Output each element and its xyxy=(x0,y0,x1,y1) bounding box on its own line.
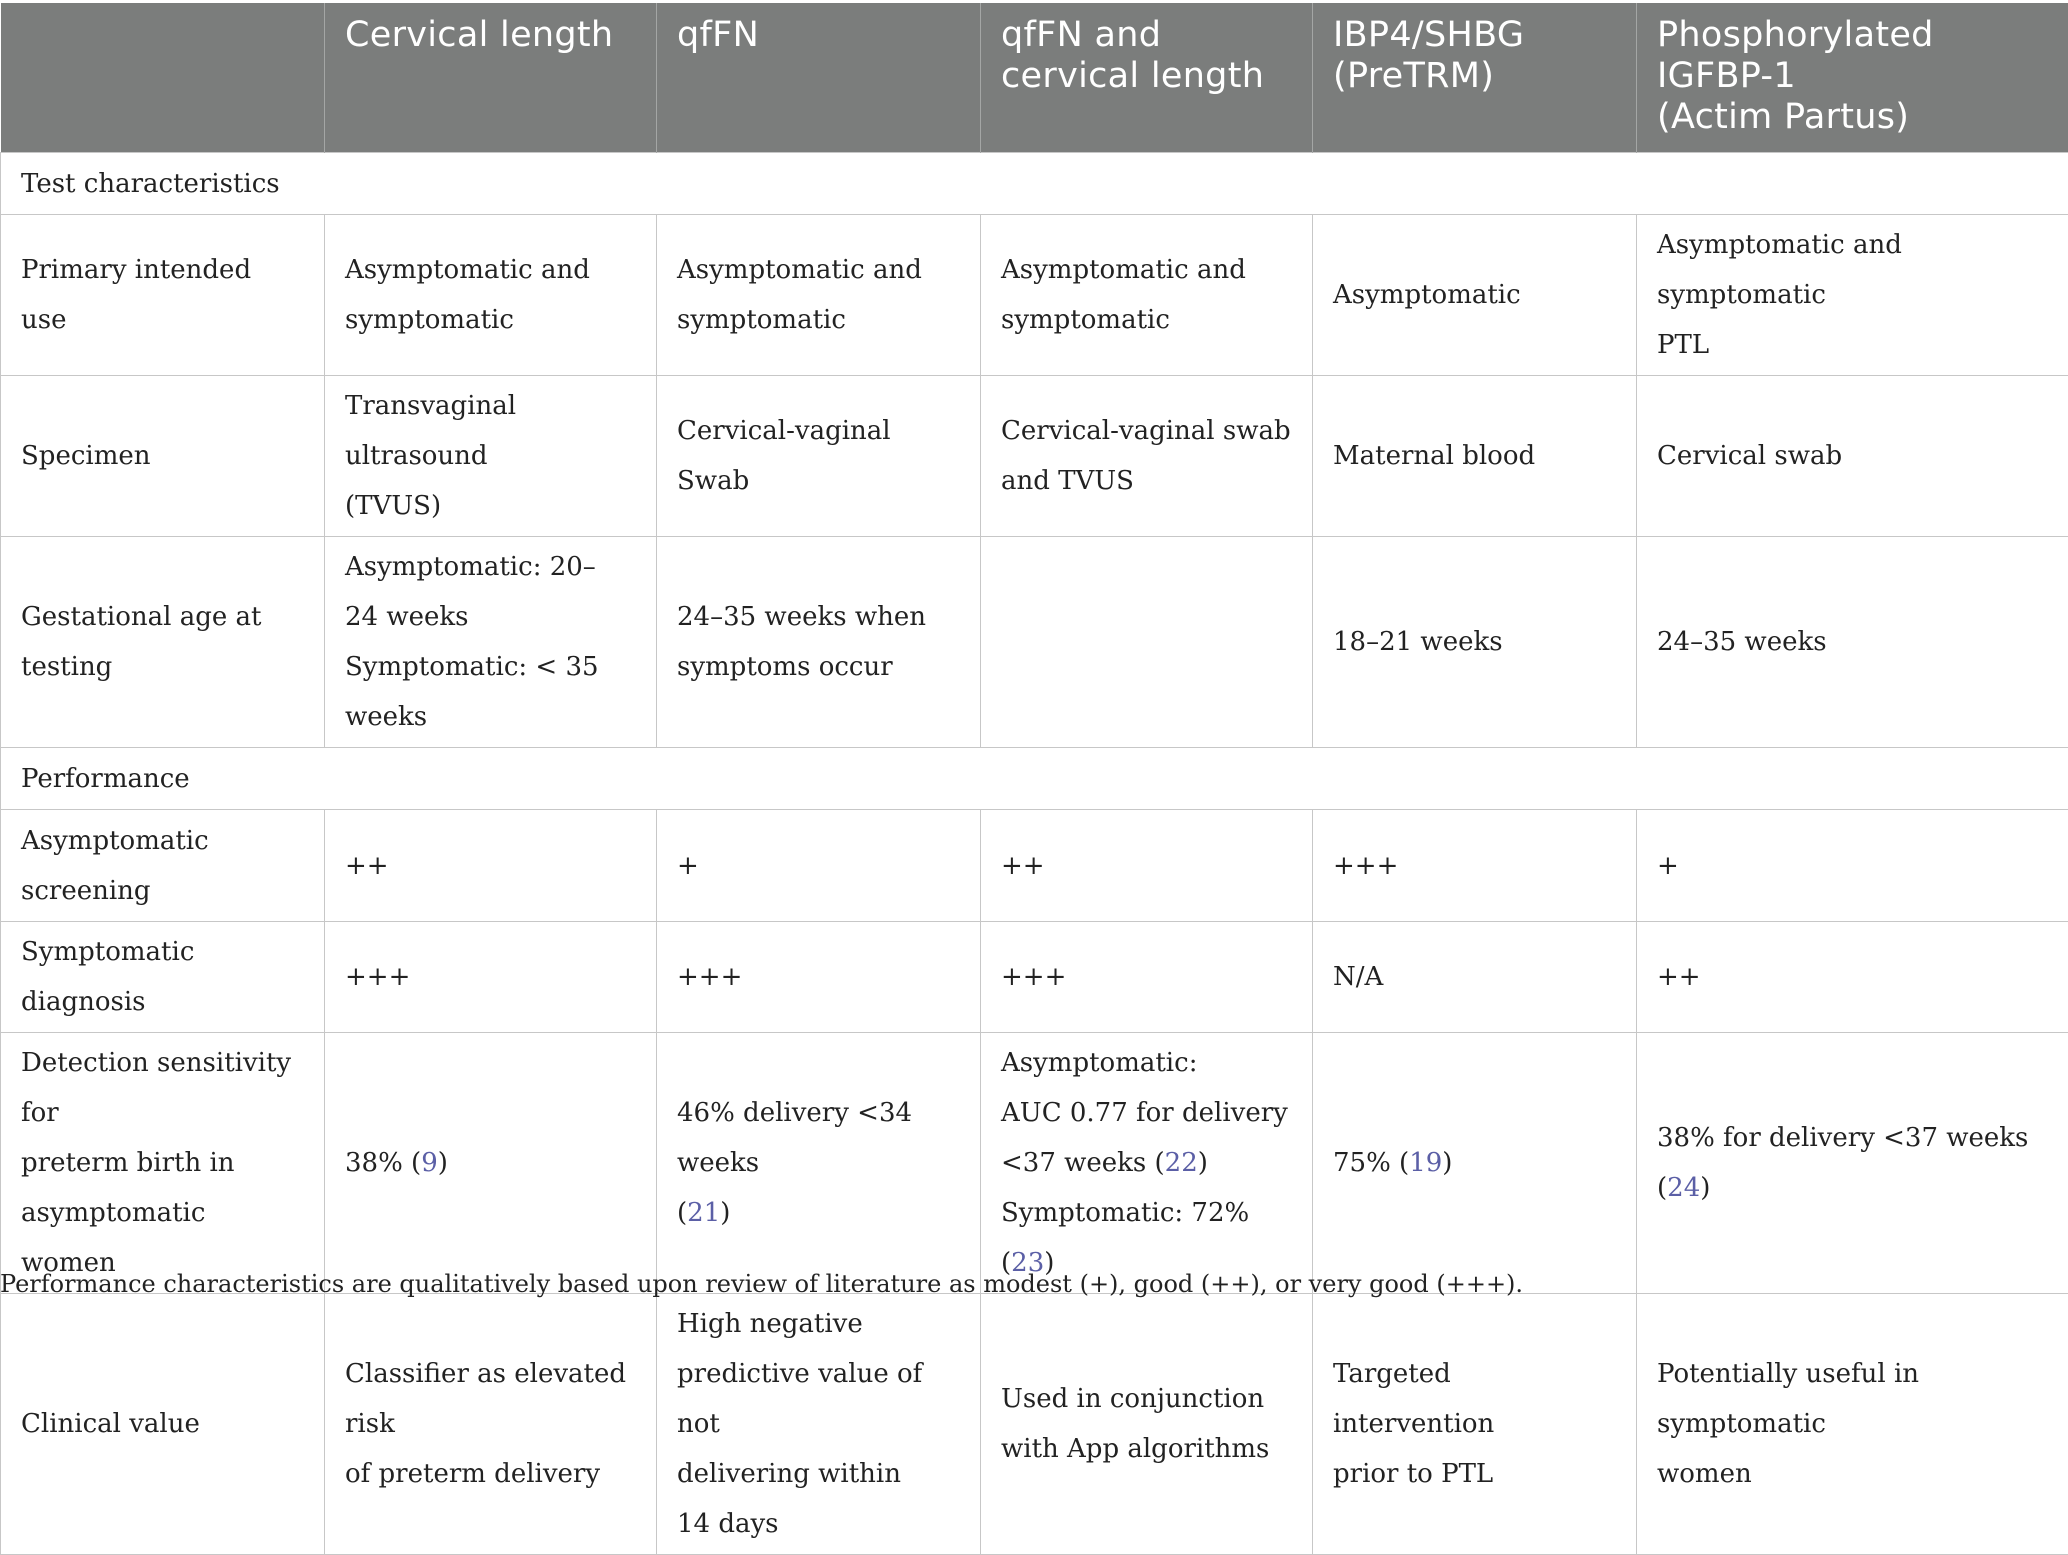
header-line: qfFN and xyxy=(1001,15,1292,56)
reference-link-19[interactable]: 19 xyxy=(1409,1148,1442,1178)
table-cell xyxy=(1313,376,1637,537)
table-cell xyxy=(325,215,657,376)
table-cell xyxy=(981,1033,1313,1294)
rating-cell: ++ xyxy=(1637,922,2068,1033)
rating-cell: +++ xyxy=(657,922,981,1033)
header-line: qfFN xyxy=(677,15,960,56)
table-cell xyxy=(325,1294,657,1555)
header-qffn xyxy=(657,3,981,153)
table-cell xyxy=(1637,215,2068,376)
header-qffn-and-cervical-length xyxy=(981,3,1313,153)
table-cell xyxy=(981,215,1313,376)
table-row-gestational-age xyxy=(1,537,2068,748)
cell-line: AUC 0.77 for delivery xyxy=(1001,1088,1292,1138)
reference-link-22[interactable]: 22 xyxy=(1165,1148,1198,1178)
table-cell xyxy=(1313,537,1637,748)
table-cell xyxy=(981,376,1313,537)
reference-link-23[interactable]: 23 xyxy=(1011,1248,1044,1278)
cell-text: ) xyxy=(1044,1248,1054,1278)
header-cervical-length xyxy=(325,3,657,153)
cell-line: High negative xyxy=(677,1299,960,1349)
section-label: Performance xyxy=(1,748,2068,810)
cell-line: symptoms occur xyxy=(677,642,960,692)
rating-cell: ++ xyxy=(325,810,657,922)
table-row-detection-sensitivity xyxy=(1,1033,2068,1294)
cell-text: ) xyxy=(1198,1148,1208,1178)
table-cell-empty xyxy=(981,537,1313,748)
rating-cell: + xyxy=(657,810,981,922)
cell-text: ) xyxy=(720,1198,730,1228)
cell-line: Cervical swab xyxy=(1657,431,2048,481)
cell-line: Asymptomatic: 20– xyxy=(345,542,636,592)
table-cell xyxy=(1637,537,2068,748)
cell-text: ) xyxy=(1700,1173,1710,1203)
row-label: Primary intended use xyxy=(1,215,325,376)
cell-line: symptomatic xyxy=(345,295,636,345)
header-line: cervical length xyxy=(1001,56,1292,97)
section-row-performance xyxy=(1,748,2068,810)
cell-line: 14 days xyxy=(677,1499,960,1549)
cell-line: 24–35 weeks when xyxy=(677,592,960,642)
table-cell xyxy=(657,376,981,537)
cell-line: 18–21 weeks xyxy=(1333,617,1616,667)
cell-line: and TVUS xyxy=(1001,456,1292,506)
header-line: IBP4/SHBG xyxy=(1333,15,1616,56)
cell-line: Maternal blood xyxy=(1333,431,1616,481)
cell-line: symptomatic xyxy=(1001,295,1292,345)
reference-link-9[interactable]: 9 xyxy=(421,1148,438,1178)
table-cell xyxy=(657,1294,981,1555)
cell-line: Cervical-vaginal swab xyxy=(1001,406,1292,456)
rating-cell: N/A xyxy=(1313,922,1637,1033)
table-header xyxy=(1,3,2068,153)
cell-text: <37 weeks ( xyxy=(1001,1148,1165,1178)
table-row-symptomatic-diagnosis xyxy=(1,922,2068,1033)
row-label: Clinical value xyxy=(1,1294,325,1555)
table-cell xyxy=(981,1294,1313,1555)
table-cell xyxy=(657,537,981,748)
cell-text: Symptomatic: 72% ( xyxy=(1001,1198,1249,1278)
cell-line: PTL xyxy=(1657,320,2048,370)
header-line: (PreTRM) xyxy=(1333,56,1616,97)
rating-cell: +++ xyxy=(325,922,657,1033)
cell-line: Detection sensitivity for xyxy=(21,1038,304,1138)
cell-line: Asymptomatic and xyxy=(1001,245,1292,295)
cell-line: testing xyxy=(21,642,304,692)
cell-line: Asymptomatic and xyxy=(345,245,636,295)
table-footnote: Performance characteristics are qualitatively based upon review of literature as modest (+), good (++), or very good (+++). xyxy=(0,1270,1523,1298)
header-line: Phosphorylated xyxy=(1657,15,2049,56)
table-body xyxy=(1,153,2068,1555)
table-cell xyxy=(657,215,981,376)
cell-line: asymptomatic women xyxy=(21,1188,304,1288)
cell-line: 24–35 weeks xyxy=(1657,617,2048,667)
comparison-table-container xyxy=(0,3,2068,1555)
cell-line: women xyxy=(1657,1449,2048,1499)
header-line: Cervical length xyxy=(345,15,636,56)
table-row-specimen xyxy=(1,376,2068,537)
cell-line: Transvaginal ultrasound xyxy=(345,381,636,481)
row-label: Specimen xyxy=(1,376,325,537)
cell-line: Asymptomatic and symptomatic xyxy=(1657,220,2048,320)
table-row-asymptomatic-screening xyxy=(1,810,2068,922)
cell-line: preterm birth in xyxy=(21,1138,304,1188)
cell-line: Cervical-vaginal Swab xyxy=(677,406,960,506)
cell-line: Gestational age at xyxy=(21,592,304,642)
table-cell xyxy=(1637,1033,2068,1294)
cell-line: 24 weeks xyxy=(345,592,636,642)
table-row-primary-intended-use xyxy=(1,215,2068,376)
cell-line: delivering within xyxy=(677,1449,960,1499)
cell-line: Targeted intervention xyxy=(1333,1349,1616,1449)
rating-cell: +++ xyxy=(1313,810,1637,922)
cell-line: symptomatic xyxy=(677,295,960,345)
row-label: Symptomatic diagnosis xyxy=(1,922,325,1033)
preterm-test-comparison-table xyxy=(0,3,2068,1555)
header-line: (Actim Partus) xyxy=(1657,97,2049,138)
header-blank-cell xyxy=(1,3,325,153)
row-label xyxy=(1,810,325,922)
table-cell xyxy=(1637,1294,2068,1555)
table-cell xyxy=(325,537,657,748)
table-cell xyxy=(1313,1033,1637,1294)
cell-line: Potentially useful in symptomatic xyxy=(1657,1349,2048,1449)
header-row xyxy=(1,3,2068,153)
reference-link-24[interactable]: 24 xyxy=(1667,1173,1700,1203)
cell-line: prior to PTL xyxy=(1333,1449,1616,1499)
cell-line: Asymptomatic: xyxy=(1001,1038,1292,1088)
cell-text: ) xyxy=(1442,1148,1452,1178)
rating-cell: + xyxy=(1637,810,2068,922)
rating-cell: +++ xyxy=(981,922,1313,1033)
cell-text: ) xyxy=(438,1148,448,1178)
cell-text: 38% ( xyxy=(345,1148,421,1178)
section-label: Test characteristics xyxy=(1,153,2068,215)
cell-line: Used in conjunction xyxy=(1001,1374,1292,1424)
rating-cell: ++ xyxy=(981,810,1313,922)
cell-line: Asymptomatic xyxy=(21,816,304,866)
cell-line: of preterm delivery xyxy=(345,1449,636,1499)
cell-text: 38% for delivery <37 weeks ( xyxy=(1657,1123,2028,1203)
table-cell xyxy=(325,376,657,537)
cell-text: ( xyxy=(677,1198,687,1228)
cell-line: 46% delivery <34 weeks xyxy=(677,1088,960,1188)
cell-line: Classifier as elevated risk xyxy=(345,1349,636,1449)
cell-line: screening xyxy=(21,866,304,916)
table-cell xyxy=(1313,1294,1637,1555)
cell-line: Symptomatic: < 35 weeks xyxy=(345,642,636,742)
cell-line xyxy=(1001,1138,1292,1188)
cell-line: with App algorithms xyxy=(1001,1424,1292,1474)
table-cell xyxy=(325,1033,657,1294)
header-line: IGFBP-1 xyxy=(1657,56,2049,97)
section-row-test-characteristics xyxy=(1,153,2068,215)
cell-text: 75% ( xyxy=(1333,1148,1409,1178)
reference-link-21[interactable]: 21 xyxy=(687,1198,720,1228)
table-row-clinical-value xyxy=(1,1294,2068,1555)
cell-line: (TVUS) xyxy=(345,481,636,531)
table-cell xyxy=(1313,215,1637,376)
row-label xyxy=(1,537,325,748)
cell-line: predictive value of not xyxy=(677,1349,960,1449)
cell-line: Asymptomatic xyxy=(1333,270,1616,320)
cell-line xyxy=(677,1188,960,1238)
table-cell xyxy=(1637,376,2068,537)
row-label xyxy=(1,1033,325,1294)
header-phosphorylated-igfbp1 xyxy=(1637,3,2068,153)
table-cell xyxy=(657,1033,981,1294)
cell-line: Asymptomatic and xyxy=(677,245,960,295)
header-ibp4-shbg xyxy=(1313,3,1637,153)
